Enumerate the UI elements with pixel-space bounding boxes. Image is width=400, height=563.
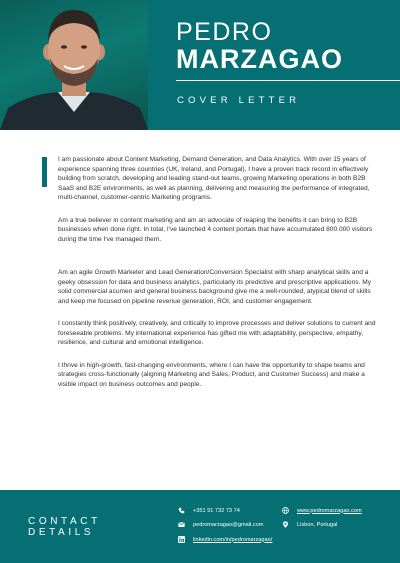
location-text: Lisbon, Portugal — [297, 521, 338, 528]
document-subtitle: COVER LETTER — [177, 95, 301, 106]
phone-number: +351 91 732 73 74 — [193, 507, 240, 514]
website-item[interactable] — [282, 507, 362, 514]
profile-photo — [0, 0, 148, 130]
location-item — [282, 521, 337, 528]
linkedin-item[interactable] — [178, 536, 272, 543]
contact-title — [28, 516, 101, 538]
header-divider — [176, 80, 400, 81]
first-name: PEDRO — [176, 18, 273, 46]
phone-icon — [178, 507, 185, 514]
contact-footer — [0, 490, 400, 563]
linkedin-link[interactable]: linkedin.com/in/pedromarzagao/ — [193, 536, 273, 543]
email-item[interactable] — [178, 521, 263, 528]
letter-paragraph: Am an agile Growth Marketer and Lead Generation/Conversion Specialist with sharp analytical skills and a geeky obsession for data and business analytics, particularly its predictive and prescriptive applications. My solid commercial acumen and general business background give me a well-rounded, atypical blend of skills and keep me focused on pipeline revenue generation, ROI, and customer engagement. — [58, 269, 371, 305]
last-name: MARZAGAO — [176, 44, 343, 74]
contact-title-line: CONTACT — [28, 516, 101, 527]
header-banner — [0, 0, 400, 130]
location-pin-icon — [282, 521, 289, 528]
linkedin-icon — [178, 536, 185, 543]
accent-bar — [42, 157, 47, 187]
letter-paragraph: I thrive in high-growth, fast-changing environments, where I can have the opportunity to shape teams and strategies cross-functionally (aligning Marketing and Sales, Product, and Customer Success) and make a visible impact on business outcomes and people. — [58, 361, 365, 388]
website-link[interactable]: www.pedromarzagao.com — [297, 507, 362, 514]
letter-paragraph: I am passionate about Content Marketing, Demand Generation, and Data Analytics. With over 15 years of experience spanning three countries (UK, Ireland, and Portugal), I have a proven track record in effectively building from scratch, developing and leading stand-out teams, growing Marketing operations in both B2B SaaS and B2E environments, as well as planning, delivering and measuring the performance of integrated, multi-channel, customer-centric Marketing programs. — [58, 156, 370, 201]
letter-paragraph: I constantly think positively, creatively, and critically to improve processes and deliver solutions to current and foreseeable problems. My international experience has gifted me with adaptability, perspective, empathy, resilience, and cultural and emotional intelligence. — [58, 320, 376, 346]
mail-icon — [178, 521, 185, 528]
email-address: pedromarzagao@gmail.com — [193, 521, 264, 528]
globe-icon — [282, 507, 289, 514]
phone-item[interactable] — [178, 507, 240, 514]
letter-body — [58, 155, 376, 402]
contact-title-line: DETAILS — [28, 527, 95, 538]
letter-paragraph: Am a true believer in content marketing and am an advocate of reaping the benefits it can bring to B2B businesses when done right. In total, I've launched 4 content portals that have accumulated 800.000 visitors during the time I've managed them. — [58, 216, 373, 243]
